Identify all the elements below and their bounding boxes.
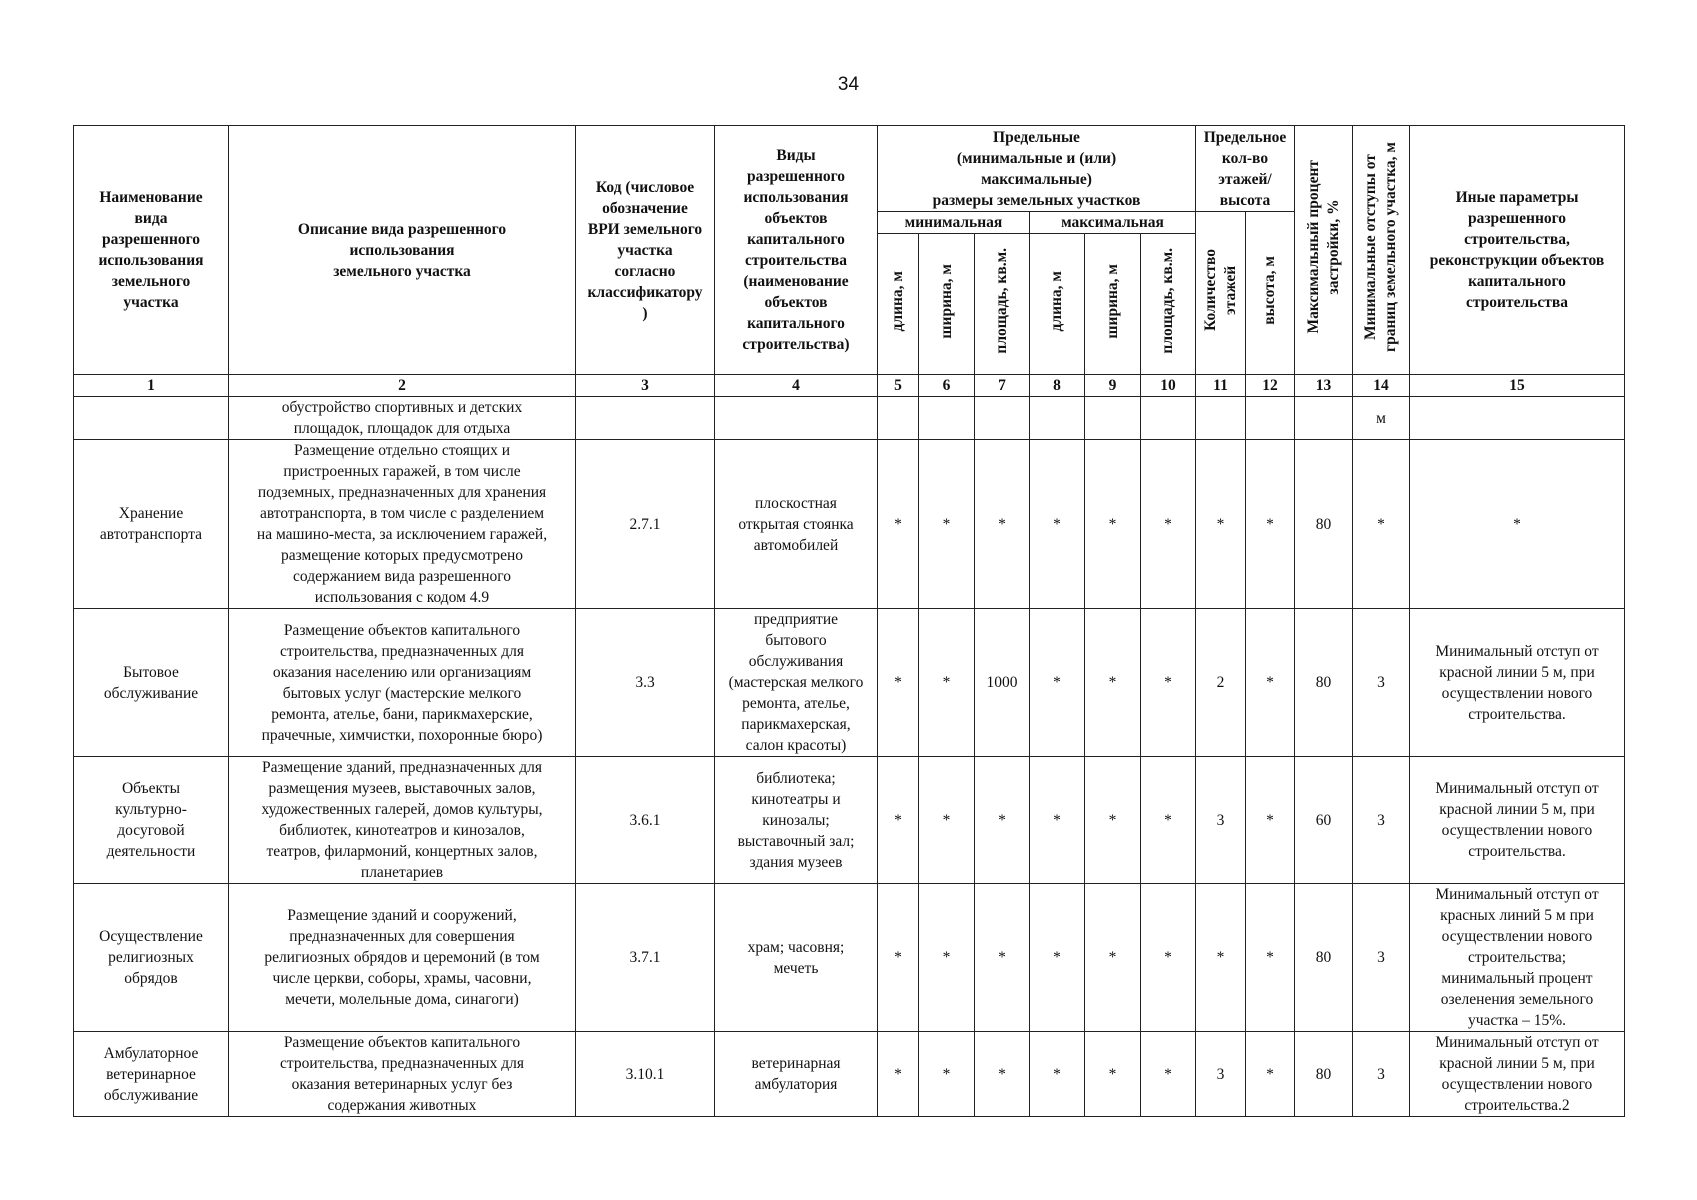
cell-description: Размещение отдельно стоящих и пристроенных гаражей, в том числе подземных, предназначенных для хранения автотранспорта, в том числе с разделением на машино-места, за исключением гаражей, размещение которых предусмотрено содержанием вида разрешенного использования с кодом 4.9 bbox=[229, 440, 576, 609]
header-min-setbacks bbox=[1353, 126, 1410, 375]
cell-min-width bbox=[919, 397, 975, 440]
cell-min-width: * bbox=[919, 609, 975, 757]
cell-max-width: * bbox=[1085, 609, 1141, 757]
cell-code: 2.7.1 bbox=[576, 440, 715, 609]
cell-description: Размещение объектов капитального строительства, предназначенных для оказания ветеринарных услуг без содержания животных bbox=[229, 1032, 576, 1117]
cell-name: Хранение автотранспорта bbox=[74, 440, 229, 609]
cell-min-area: * bbox=[975, 1032, 1030, 1117]
column-number: 4 bbox=[715, 375, 878, 397]
cell-min-width: * bbox=[919, 1032, 975, 1117]
table-row bbox=[74, 884, 1625, 1032]
header-max-width bbox=[1085, 234, 1141, 375]
column-number: 13 bbox=[1295, 375, 1353, 397]
header-min-area bbox=[975, 234, 1030, 375]
cell-height: * bbox=[1246, 440, 1295, 609]
cell-floors: * bbox=[1196, 440, 1246, 609]
header-max-area-text: площадь, кв.м. bbox=[1159, 248, 1176, 354]
cell-name: Амбулаторное ветеринарное обслуживание bbox=[74, 1032, 229, 1117]
cell-height: * bbox=[1246, 609, 1295, 757]
cell-code: 3.10.1 bbox=[576, 1032, 715, 1117]
header-min-length bbox=[878, 234, 919, 375]
cell-min-width: * bbox=[919, 440, 975, 609]
cell-min-length: * bbox=[878, 1032, 919, 1117]
cell-building-percent: 80 bbox=[1295, 884, 1353, 1032]
cell-code bbox=[576, 397, 715, 440]
cell-setback: м bbox=[1353, 397, 1410, 440]
column-number: 9 bbox=[1085, 375, 1141, 397]
header-description: Описание вида разрешенного использования земельного участка bbox=[229, 126, 576, 375]
table-header bbox=[74, 126, 1625, 397]
cell-objects bbox=[715, 397, 878, 440]
cell-building-percent: 80 bbox=[1295, 440, 1353, 609]
cell-max-length: * bbox=[1030, 609, 1085, 757]
header-max-length bbox=[1030, 234, 1085, 375]
cell-floors bbox=[1196, 397, 1246, 440]
cell-max-area bbox=[1141, 397, 1196, 440]
cell-min-length: * bbox=[878, 440, 919, 609]
cell-min-area: * bbox=[975, 440, 1030, 609]
cell-description: Размещение объектов капитального строительства, предназначенных для оказания населению или организациям бытовых услуг (мастерские мелкого ремонта, ателье, бани, парикмахерские, прачечные, химчистки, похоронные бюро) bbox=[229, 609, 576, 757]
cell-height: * bbox=[1246, 884, 1295, 1032]
cell-setback: 3 bbox=[1353, 757, 1410, 884]
cell-objects: храм; часовня; мечеть bbox=[715, 884, 878, 1032]
header-min-width bbox=[919, 234, 975, 375]
cell-max-length: * bbox=[1030, 757, 1085, 884]
cell-floors: 3 bbox=[1196, 757, 1246, 884]
cell-min-area: 1000 bbox=[975, 609, 1030, 757]
cell-max-width bbox=[1085, 397, 1141, 440]
cell-max-length: * bbox=[1030, 884, 1085, 1032]
header-max-building-percent bbox=[1295, 126, 1353, 375]
cell-max-width: * bbox=[1085, 757, 1141, 884]
cell-description: Размещение зданий, предназначенных для размещения музеев, выставочных залов, художественных галерей, домов культуры, библиотек, кинотеатров и кинозалов, театров, филармоний, концертных залов, планетариев bbox=[229, 757, 576, 884]
header-min-length-text: длина, м bbox=[889, 270, 906, 332]
table-row bbox=[74, 440, 1625, 609]
cell-height: * bbox=[1246, 1032, 1295, 1117]
cell-min-area bbox=[975, 397, 1030, 440]
cell-code: 3.6.1 bbox=[576, 757, 715, 884]
header-floors-group: Предельное кол-во этажей/ высота bbox=[1196, 126, 1295, 212]
header-maximum: максимальная bbox=[1030, 212, 1196, 234]
header-max-building-percent-text: Максимальный процент застройки, % bbox=[1304, 160, 1342, 334]
column-number: 11 bbox=[1196, 375, 1246, 397]
column-number: 1 bbox=[74, 375, 229, 397]
column-number: 14 bbox=[1353, 375, 1410, 397]
cell-max-length: * bbox=[1030, 440, 1085, 609]
header-floors-count bbox=[1196, 212, 1246, 375]
cell-min-width: * bbox=[919, 757, 975, 884]
table-row bbox=[74, 397, 1625, 440]
cell-min-area: * bbox=[975, 884, 1030, 1032]
cell-objects: предприятие бытового обслуживания (мастерская мелкого ремонта, ателье, парикмахерская, салон красоты) bbox=[715, 609, 878, 757]
cell-max-area: * bbox=[1141, 757, 1196, 884]
table-body bbox=[74, 397, 1625, 1117]
cell-name: Бытовое обслуживание bbox=[74, 609, 229, 757]
cell-description: обустройство спортивных и детских площадок, площадок для отдыха bbox=[229, 397, 576, 440]
cell-min-length: * bbox=[878, 884, 919, 1032]
header-height bbox=[1246, 212, 1295, 375]
column-number-row bbox=[74, 375, 1625, 397]
column-number: 8 bbox=[1030, 375, 1085, 397]
cell-min-area: * bbox=[975, 757, 1030, 884]
cell-building-percent: 80 bbox=[1295, 609, 1353, 757]
cell-building-percent bbox=[1295, 397, 1353, 440]
cell-min-width: * bbox=[919, 884, 975, 1032]
column-number: 5 bbox=[878, 375, 919, 397]
cell-other: Минимальный отступ от красной линии 5 м, при осуществлении нового строительства. bbox=[1410, 757, 1625, 884]
table-row bbox=[74, 609, 1625, 757]
column-number: 10 bbox=[1141, 375, 1196, 397]
header-max-length-text: длина, м bbox=[1048, 270, 1065, 332]
header-min-area-text: площадь, кв.м. bbox=[993, 248, 1010, 354]
cell-name bbox=[74, 397, 229, 440]
cell-building-percent: 60 bbox=[1295, 757, 1353, 884]
column-number: 15 bbox=[1410, 375, 1625, 397]
cell-code: 3.7.1 bbox=[576, 884, 715, 1032]
cell-max-width: * bbox=[1085, 1032, 1141, 1117]
cell-code: 3.3 bbox=[576, 609, 715, 757]
header-height-text: высота, м bbox=[1261, 255, 1278, 325]
cell-max-length bbox=[1030, 397, 1085, 440]
column-number: 6 bbox=[919, 375, 975, 397]
header-object-types: Виды разрешенного использования объектов капитального строительства (наименование объектов капитального строительства) bbox=[715, 126, 878, 375]
cell-max-area: * bbox=[1141, 609, 1196, 757]
column-number: 7 bbox=[975, 375, 1030, 397]
cell-objects: плоскостная открытая стоянка автомобилей bbox=[715, 440, 878, 609]
header-max-width-text: ширина, м bbox=[1103, 263, 1121, 339]
cell-setback: 3 bbox=[1353, 1032, 1410, 1117]
cell-min-length: * bbox=[878, 609, 919, 757]
cell-max-width: * bbox=[1085, 440, 1141, 609]
cell-floors: 3 bbox=[1196, 1032, 1246, 1117]
cell-other bbox=[1410, 397, 1625, 440]
cell-setback: * bbox=[1353, 440, 1410, 609]
cell-min-length bbox=[878, 397, 919, 440]
zoning-parameters-table bbox=[73, 125, 1625, 1117]
cell-max-length: * bbox=[1030, 1032, 1085, 1117]
cell-objects: библиотека; кинотеатры и кинозалы; выставочный зал; здания музеев bbox=[715, 757, 878, 884]
cell-max-area: * bbox=[1141, 1032, 1196, 1117]
cell-floors: 2 bbox=[1196, 609, 1246, 757]
cell-max-area: * bbox=[1141, 884, 1196, 1032]
cell-building-percent: 80 bbox=[1295, 1032, 1353, 1117]
cell-other: Минимальный отступ от красной линии 5 м, при осуществлении нового строительства.2 bbox=[1410, 1032, 1625, 1117]
header-land-use-name: Наименование вида разрешенного использования земельного участка bbox=[74, 126, 229, 375]
cell-max-width: * bbox=[1085, 884, 1141, 1032]
cell-description: Размещение зданий и сооружений, предназначенных для совершения религиозных обрядов и церемоний (в том числе церкви, соборы, храмы, часовни, мечети, молельные дома, синагоги) bbox=[229, 884, 576, 1032]
cell-name: Осуществление религиозных обрядов bbox=[74, 884, 229, 1032]
cell-other: Минимальный отступ от красных линий 5 м при осуществлении нового строительства; минимальный процент озеленения земельного участка – 15%. bbox=[1410, 884, 1625, 1032]
column-number: 2 bbox=[229, 375, 576, 397]
header-code: Код (числовое обозначение ВРИ земельного участка согласно классификатору ) bbox=[576, 126, 715, 375]
cell-objects: ветеринарная амбулатория bbox=[715, 1032, 878, 1117]
table-row bbox=[74, 1032, 1625, 1117]
table-row bbox=[74, 757, 1625, 884]
header-minimum: минимальная bbox=[878, 212, 1030, 234]
cell-height: * bbox=[1246, 757, 1295, 884]
cell-min-length: * bbox=[878, 757, 919, 884]
header-plot-size-group: Предельные (минимальные и (или) максимальные) размеры земельных участков bbox=[878, 126, 1196, 212]
header-min-width-text: ширина, м bbox=[937, 263, 955, 339]
cell-floors: * bbox=[1196, 884, 1246, 1032]
cell-other: * bbox=[1410, 440, 1625, 609]
header-other-parameters: Иные параметры разрешенного строительства, реконструкции объектов капитального строительства bbox=[1410, 126, 1625, 375]
header-max-area bbox=[1141, 234, 1196, 375]
cell-other: Минимальный отступ от красной линии 5 м, при осуществлении нового строительства. bbox=[1410, 609, 1625, 757]
header-min-setbacks-text: Минимальные отступы от границ земельного участка, м bbox=[1362, 142, 1399, 352]
page-number: 34 bbox=[837, 74, 860, 95]
cell-name: Объекты культурно- досуговой деятельности bbox=[74, 757, 229, 884]
cell-height bbox=[1246, 397, 1295, 440]
cell-max-area: * bbox=[1141, 440, 1196, 609]
column-number: 3 bbox=[576, 375, 715, 397]
cell-setback: 3 bbox=[1353, 609, 1410, 757]
column-number: 12 bbox=[1246, 375, 1295, 397]
cell-setback: 3 bbox=[1353, 884, 1410, 1032]
header-floors-count-text: Количество этажей bbox=[1201, 249, 1239, 331]
